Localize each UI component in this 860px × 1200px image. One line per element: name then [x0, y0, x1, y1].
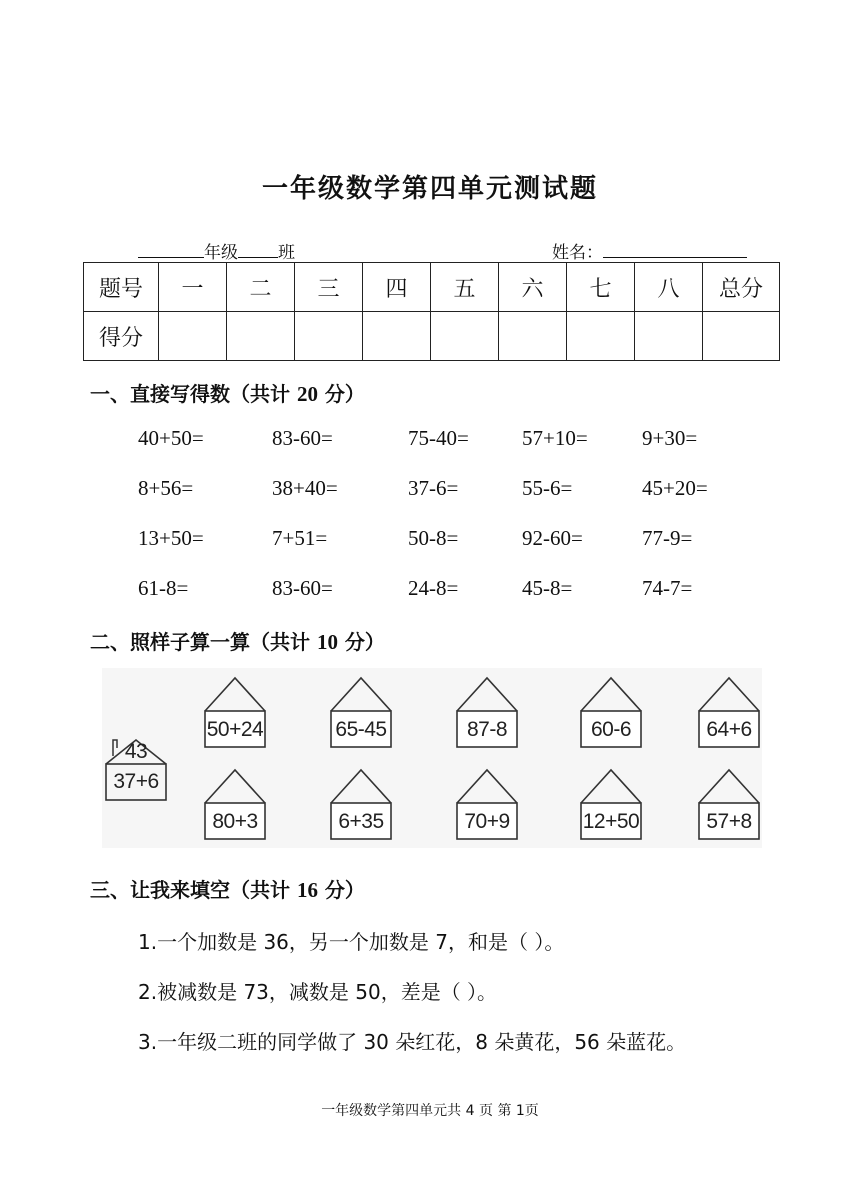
section3-heading-text: 三、让我来填空（共计	[90, 878, 297, 902]
grade-label: 年级	[204, 243, 238, 263]
score-cell[interactable]	[499, 312, 567, 361]
math-problem: 13+50=	[138, 526, 204, 550]
math-problem: 50-8=	[408, 526, 459, 550]
house-expression: 6+35	[338, 810, 384, 833]
house-problem	[696, 676, 762, 750]
math-problem: 92-60=	[522, 526, 583, 550]
section2-heading-text: 二、照样子算一算（共计	[90, 630, 317, 654]
example-answer: 43	[124, 740, 148, 763]
section1-points: 20	[296, 382, 318, 406]
house-expression: 64+6	[706, 718, 752, 741]
score-header-cell: 六	[499, 263, 567, 312]
math-problem: 38+40=	[272, 476, 338, 500]
class-blank[interactable]	[238, 241, 278, 258]
section3-heading-suffix: 分）	[317, 878, 365, 902]
math-problem: 7+51=	[272, 526, 328, 550]
name-blank[interactable]	[603, 241, 747, 258]
page-footer: 一年级数学第四单元共 4 页 第 1页	[321, 1103, 539, 1119]
example-house	[104, 734, 168, 802]
name-label: 姓名：	[552, 243, 603, 263]
math-problem: 75-40=	[408, 426, 469, 450]
house-expression: 12+50	[582, 810, 640, 833]
name-info	[552, 238, 747, 263]
math-problem: 8+56=	[138, 476, 194, 500]
house-problem	[454, 768, 520, 842]
section3-heading	[90, 874, 365, 903]
fill-blank-item-1: 1.一个加数是 36，另一个加数是 7，和是（ ）。	[138, 930, 565, 954]
section3-points: 16	[296, 878, 318, 902]
houses-panel	[102, 668, 762, 848]
fill-blank-item-2: 2.被减数是 73，减数是 50，差是（ ）。	[138, 980, 498, 1004]
math-problem: 40+50=	[138, 426, 204, 450]
house-expression: 70+9	[464, 810, 510, 833]
house-problem	[578, 768, 644, 842]
math-problem: 9+30=	[642, 426, 698, 450]
house-expression: 87-8	[466, 718, 508, 741]
math-problem: 55-6=	[522, 476, 573, 500]
math-problem: 83-60=	[272, 426, 333, 450]
score-header-row	[84, 263, 780, 312]
score-cell[interactable]	[567, 312, 635, 361]
score-cell[interactable]	[295, 312, 363, 361]
house-expression: 80+3	[212, 810, 258, 833]
math-problem: 37-6=	[408, 476, 459, 500]
section2-heading	[90, 626, 385, 655]
score-header-cell: 二	[227, 263, 295, 312]
score-header-cell: 总分	[703, 263, 780, 312]
example-expression: 37+6	[113, 770, 159, 793]
math-problem: 83-60=	[272, 576, 333, 600]
score-header-cell: 七	[567, 263, 635, 312]
section1-heading-suffix: 分）	[317, 382, 365, 406]
math-problem: 74-7=	[642, 576, 693, 600]
math-problem: 77-9=	[642, 526, 693, 550]
class-info	[138, 238, 295, 263]
house-problem	[578, 676, 644, 750]
score-value-row	[84, 312, 780, 361]
page-title: 一年级数学第四单元测试题	[261, 174, 598, 204]
house-problem	[328, 676, 394, 750]
score-table	[83, 262, 780, 361]
house-expression: 65-45	[335, 718, 387, 741]
house-expression: 57+8	[706, 810, 752, 833]
section1-heading-text: 一、直接写得数（共计	[90, 382, 297, 406]
math-problem: 57+10=	[522, 426, 588, 450]
house-problem	[202, 676, 268, 750]
score-cell[interactable]	[431, 312, 499, 361]
score-header-cell: 三	[295, 263, 363, 312]
score-cell[interactable]	[635, 312, 703, 361]
house-problem	[696, 768, 762, 842]
score-header-cell: 五	[431, 263, 499, 312]
section2-heading-suffix: 分）	[337, 630, 385, 654]
score-cell[interactable]	[363, 312, 431, 361]
score-row-label: 得分	[84, 312, 159, 361]
math-problem: 45+20=	[642, 476, 708, 500]
house-problem	[454, 676, 520, 750]
score-header-cell: 四	[363, 263, 431, 312]
fill-blank-item-3: 3.一年级二班的同学做了 30 朵红花，8 朵黄花，56 朵蓝花。	[138, 1030, 687, 1054]
score-cell[interactable]	[159, 312, 227, 361]
grade-blank[interactable]	[138, 241, 204, 258]
score-cell[interactable]	[227, 312, 295, 361]
score-cell[interactable]	[703, 312, 780, 361]
section1-heading	[90, 378, 365, 407]
score-header-cell: 题号	[84, 263, 159, 312]
score-header-cell: 八	[635, 263, 703, 312]
math-problem: 45-8=	[522, 576, 573, 600]
math-problem: 24-8=	[408, 576, 459, 600]
house-expression: 60-6	[590, 718, 632, 741]
house-expression: 50+24	[206, 718, 264, 741]
house-problem	[202, 768, 268, 842]
section2-points: 10	[316, 630, 338, 654]
math-problem: 61-8=	[138, 576, 189, 600]
score-header-cell: 一	[159, 263, 227, 312]
house-problem	[328, 768, 394, 842]
class-label: 班	[278, 243, 295, 263]
